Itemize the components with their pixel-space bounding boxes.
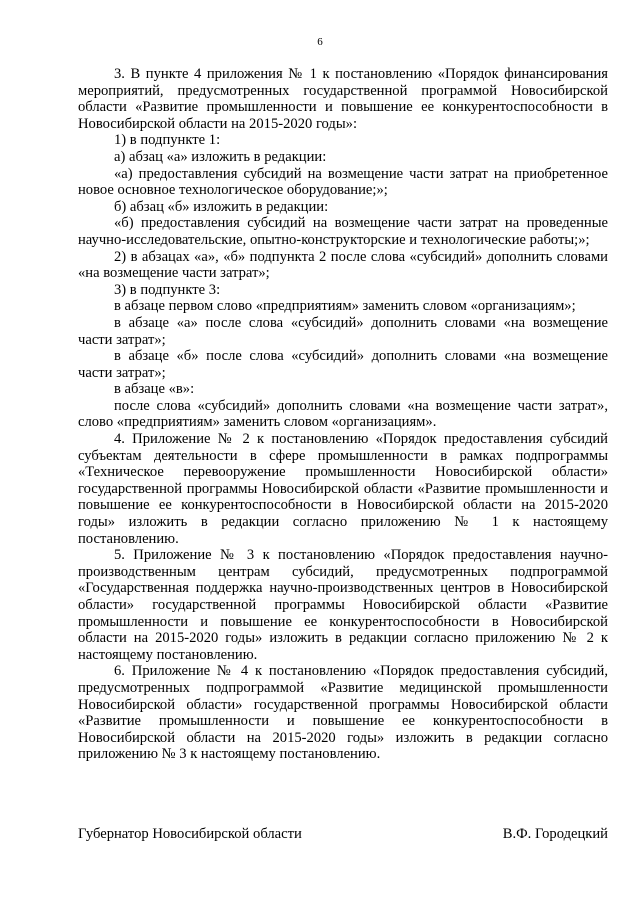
signatory-name: В.Ф. Городецкий bbox=[502, 826, 608, 842]
subitem-3-a: в абзаце «а» после слова «субсидий» дополнить словами «на возмещение части затрат»; bbox=[78, 314, 608, 348]
paragraph-item-6: 6. Приложение № 4 к постановлению «Порядок предоставления субсидий, предусмотренных подпрограммой «Развитие медицинской промышленности Новосибирской области» государственной программы Новосибирской области «Развитие промышленности и повышение ее конкурентоспособности в Новосибирской области на 2015-2020 годы» изложить в редакции согласно приложению № 3 к настоящему постановлению. bbox=[78, 663, 608, 763]
subitem-3-first: в абзаце первом слово «предприятиям» заменить словом «организациям»; bbox=[114, 298, 576, 315]
signature-block bbox=[78, 826, 608, 843]
subitem-3-b: в абзаце «б» после слова «субсидий» дополнить словами «на возмещение части затрат»; bbox=[78, 348, 608, 381]
subitem-1: 1) в подпункте 1: bbox=[114, 132, 221, 149]
paragraph-item-3: 3. В пункте 4 приложения № 1 к постановлению «Порядок финансирования мероприятий, предусмотренных государственной программой Новосибирской области «Развитие промышленности и повышение ее конкурентоспособности в Новосибирской области на 2015-2020 годы»: bbox=[78, 66, 608, 132]
quote-a: «а) предоставления субсидий на возмещение части затрат на приобретенное новое основное технологическое оборудование;»; bbox=[78, 165, 608, 199]
subitem-3-v: в абзаце «в»: bbox=[114, 381, 195, 398]
signatory-position: Губернатор Новосибирской области bbox=[78, 826, 302, 842]
subitem-1a: а) абзац «а» изложить в редакции: bbox=[114, 148, 327, 165]
subitem-2: 2) в абзацах «а», «б» подпункта 2 после слова «субсидий» дополнить словами «на возмещение части затрат»; bbox=[78, 248, 608, 282]
document-body bbox=[78, 66, 608, 763]
subitem-3: 3) в подпункте 3: bbox=[114, 281, 221, 298]
paragraph-item-4: 4. Приложение № 2 к постановлению «Порядок предоставления субсидий субъектам деятельности в сфере промышленности в рамках подпрограммы «Техническое перевооружение промышленности Новосибирской области» государственной программы Новосибирской области «Развитие промышленности и повышение ее конкурентоспособности в Новосибирской области на 2015-2020 годы» изложить в редакции согласно приложению № 1 к настоящему постановлению. bbox=[78, 431, 608, 547]
paragraph-item-5: 5. Приложение № 3 к постановлению «Порядок предоставления научно-производственным центрам субсидий, предусмотренных подпрограммой «Государственная поддержка научно-производственных центров в Новосибирской области» государственной программы Новосибирской области «Развитие промышленности и повышение ее конкурентоспособности в Новосибирской области на 2015-2020 годы» изложить в редакции согласно приложению № 2 к настоящему постановлению. bbox=[78, 547, 608, 663]
subitem-3-v-text: после слова «субсидий» дополнить словами «на возмещение части затрат», слово «предприятиям» заменить словом «организациям». bbox=[78, 397, 608, 431]
page-number: 6 bbox=[317, 36, 323, 48]
subitem-1b: б) абзац «б» изложить в редакции: bbox=[114, 198, 329, 215]
quote-b: «б) предоставления субсидий на возмещение части затрат на проведенные научно-исследовательские, опытно-конструкторские и технологические работы;»; bbox=[78, 215, 608, 248]
